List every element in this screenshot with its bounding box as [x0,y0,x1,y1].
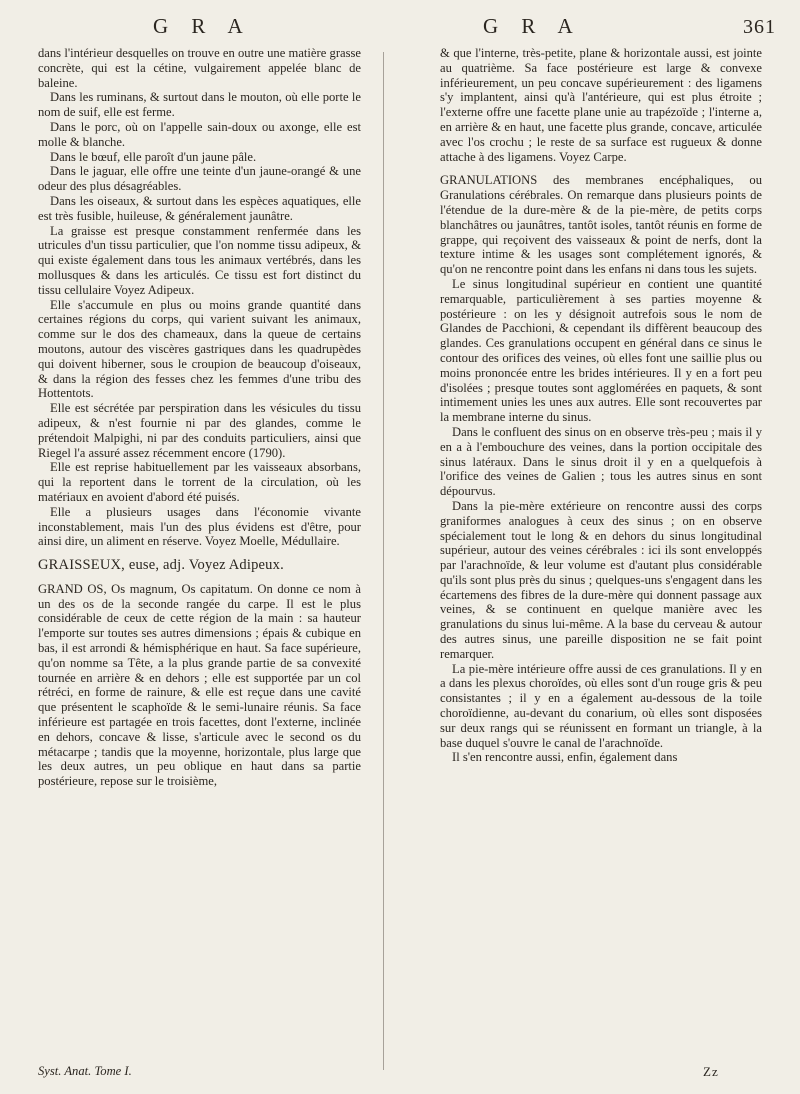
column-divider [383,52,384,1070]
paragraph: Dans les ruminans, & surtout dans le mouton, où elle porte le nom de suif, elle est ferme. [38,90,361,120]
paragraph: Elle a plusieurs usages dans l'économie vivante inconstablement, mais l'un des plus évidens est d'être, pour ainsi dire, un aliment en réserve. Voyez Moelle, Médullaire. [38,504,361,549]
paragraph: dans l'intérieur desquelles on trouve en outre une matière grasse concrète, qui est la cétine, vulgairement appelée blanc de baleine. [38,46,361,90]
paragraph: Dans le porc, où on l'appelle sain-doux ou axonge, elle est molle & blanche. [38,119,361,149]
signature-mark: Zz [703,1064,719,1079]
paragraph: Dans la pie-mère extérieure on rencontre aussi des corps graniformes analogues à ceux des sinus ; on en observe spécialement tout le long & en dehors du sinus longitudinal supérieur, autour des veines cérébrales : ici ils sont enveloppés par l'arachnoïde, & leur volume est d'autant plus considérable qu'ils sont plus près du sinus ; quelques-uns s'engagent dans les écartemens des fibres de la dure-mère qui donnent passage aux veines, & se continuent en quelque manière avec les granulations du sinus lui-même. A la base du cerveau & autour des autres sinus, une pareille disposition ne se fait point remarquer. [440,498,762,661]
paragraph: Il s'en rencontre aussi, enfin, également dans [452,750,678,765]
page-number: 361 [743,16,776,38]
paragraph: Elle est sécrétée par perspiration dans les vésicules du tissu adipeux, & n'est fournie ni par des glandes, comme le prétendoit Malpighi, ni par des conduits particuliers, ainsi que Riegel l'a assuré assez récemment encore (1790). [38,401,361,460]
running-head-left: G R A [153,14,252,38]
paragraph: & que l'interne, très-petite, plane & horizontale aussi, est jointe au quatrième. Sa face postérieure est large & convexe inférieurement, un peu concave supérieurement : des ligamens s'y implantent, ainsi qu'à l'antérieure, qui est plus étroite ; l'externe offre une facette plane unie au trapézoïde ; l'interne a, en arrière & en haut, une facette plus grande, concave, articulée avec l'os crochu ; le reste de sa surface est rugueux & donne attache à des ligamens. Voyez Carpe. [440,46,762,164]
entry-grand-os: GRAND OS, Os magnum, Os capitatum. On donne ce nom à un des os de la seconde rangée du carpe. Il est le plus considérable de ceux de cette région de la main : sa hauteur l'emporte sur toutes ses autres dimensions ; épais & cubique en bas, il est arrondi & hémisphérique en haut. Sa face supérieure, qu'on nomme sa Tête, a la plus grande partie de sa convexité tournée en arrière & en dehors ; elle est supportée par un col rétréci, en forme de rainure, & elle est reçue dans une cavité que présentent le scaphoïde & le semi-lunaire réunis. Sa face inférieure est partagée en trois facettes, dont l'externe, inclinée en dehors, concave & lisse, s'articule avec le second os du métacarpe ; tandis que la moyenne, horizontale, plus large que les deux autres, un peu oblique en haut dans sa partie postérieure, repose sur le troisième, [38,581,361,789]
paragraph: Elle s'accumule en plus ou moins grande quantité dans certaines régions du corps, qui varient suivant les animaux, comme sur le dos des chameaux, dans la queue de certains moutons, autour des viscères gastriques dans les quadrupèdes qui doivent hiberner, sous le croupion de beaucoup d'oiseaux, & dans la région des fesses chez les femmes d'une tribu des Hottentots. [38,297,361,401]
left-column [38,46,361,789]
paragraph: La pie-mère intérieure offre aussi de ces granulations. Il y en a dans les plexus choroïdes, où elles sont d'un rouge gris & peu consistantes ; il y en a également au-dessous de la toile choroïdienne, au-devant du conarium, où elles sont disposées sur deux rangs qui se réunissent en formant un triangle, à la base duquel s'ouvre le canal de l'arachnoïde. [440,661,762,750]
right-column [440,46,762,765]
entry-granulations: GRANULATIONS des membranes encéphaliques, ou Granulations cérébrales. On remarque dans plusieurs points de l'étendue de la dure-mère & de la pie-mère, de petits corps blanchâtres ou jaunâtres, tantôt isoles, tantôt réunis en forme de grappe, qui reçoivent des vaisseaux & point de nerfs, dont la texture intime & les usages sont complétement ignorés, & qu'on ne rencontre point dans les enfans ni dans tous les sujets. [440,173,762,277]
paragraph: Elle est reprise habituellement par les vaisseaux absorbans, qui la reportent dans le torrent de la circulation, où les matériaux en avoient d'abord été puisés. [38,460,361,504]
paragraph: La graisse est presque constamment renfermée dans les utricules d'un tissu particulier, que l'on nomme tissu adipeux, & qui existe également dans tous les animaux vertébrés, dans les mollusques & dans les articulés. Ce tissu est fort distinct du tissu cellulaire Voyez Adipeux. [38,223,361,297]
paragraph: Dans le bœuf, elle paroît d'un jaune pâle. [50,149,257,164]
paragraph: Le sinus longitudinal supérieur en contient une quantité remarquable, particulièrement à ses parties moyenne & postérieure : on les y désignoit autrefois sous le nom de Glandes de Pacchioni, & cependant ils diffèrent beaucoup des glandes. Ces granulations occupent en général dans ce sinus le contour des orifices des veines, où elles font une saillie plus ou moins prononcée entre les brides intérieures. Il y en a fort peu d'isolées ; presque toutes sont agglomérées en paquets, & sont intimement unies les unes aux autres. Elle sont recouvertes par la membrane interne du sinus. [440,276,762,425]
entry-graisseux: GRAISSEUX, euse, adj. Voyez Adipeux. [38,557,284,574]
running-head-right: G R A [483,14,582,38]
paragraph: Dans les oiseaux, & surtout dans les espèces aquatiques, elle est très fusible, huileuse, & généralement jaunâtre. [38,193,361,223]
paragraph: Dans le jaguar, elle offre une teinte d'un jaune-orangé & une odeur des plus désagréables. [38,164,361,194]
footer-title: Syst. Anat. Tome I. [38,1064,132,1078]
paragraph: Dans le confluent des sinus on en observe très-peu ; mais il y en a à l'embouchure des veines, dans la portion occipitale des sinus latéraux. Dans le sinus droit il y en a quelquefois à l'orifice des veines de Galien ; tous les autres sinus en sont dépourvus. [440,424,762,499]
